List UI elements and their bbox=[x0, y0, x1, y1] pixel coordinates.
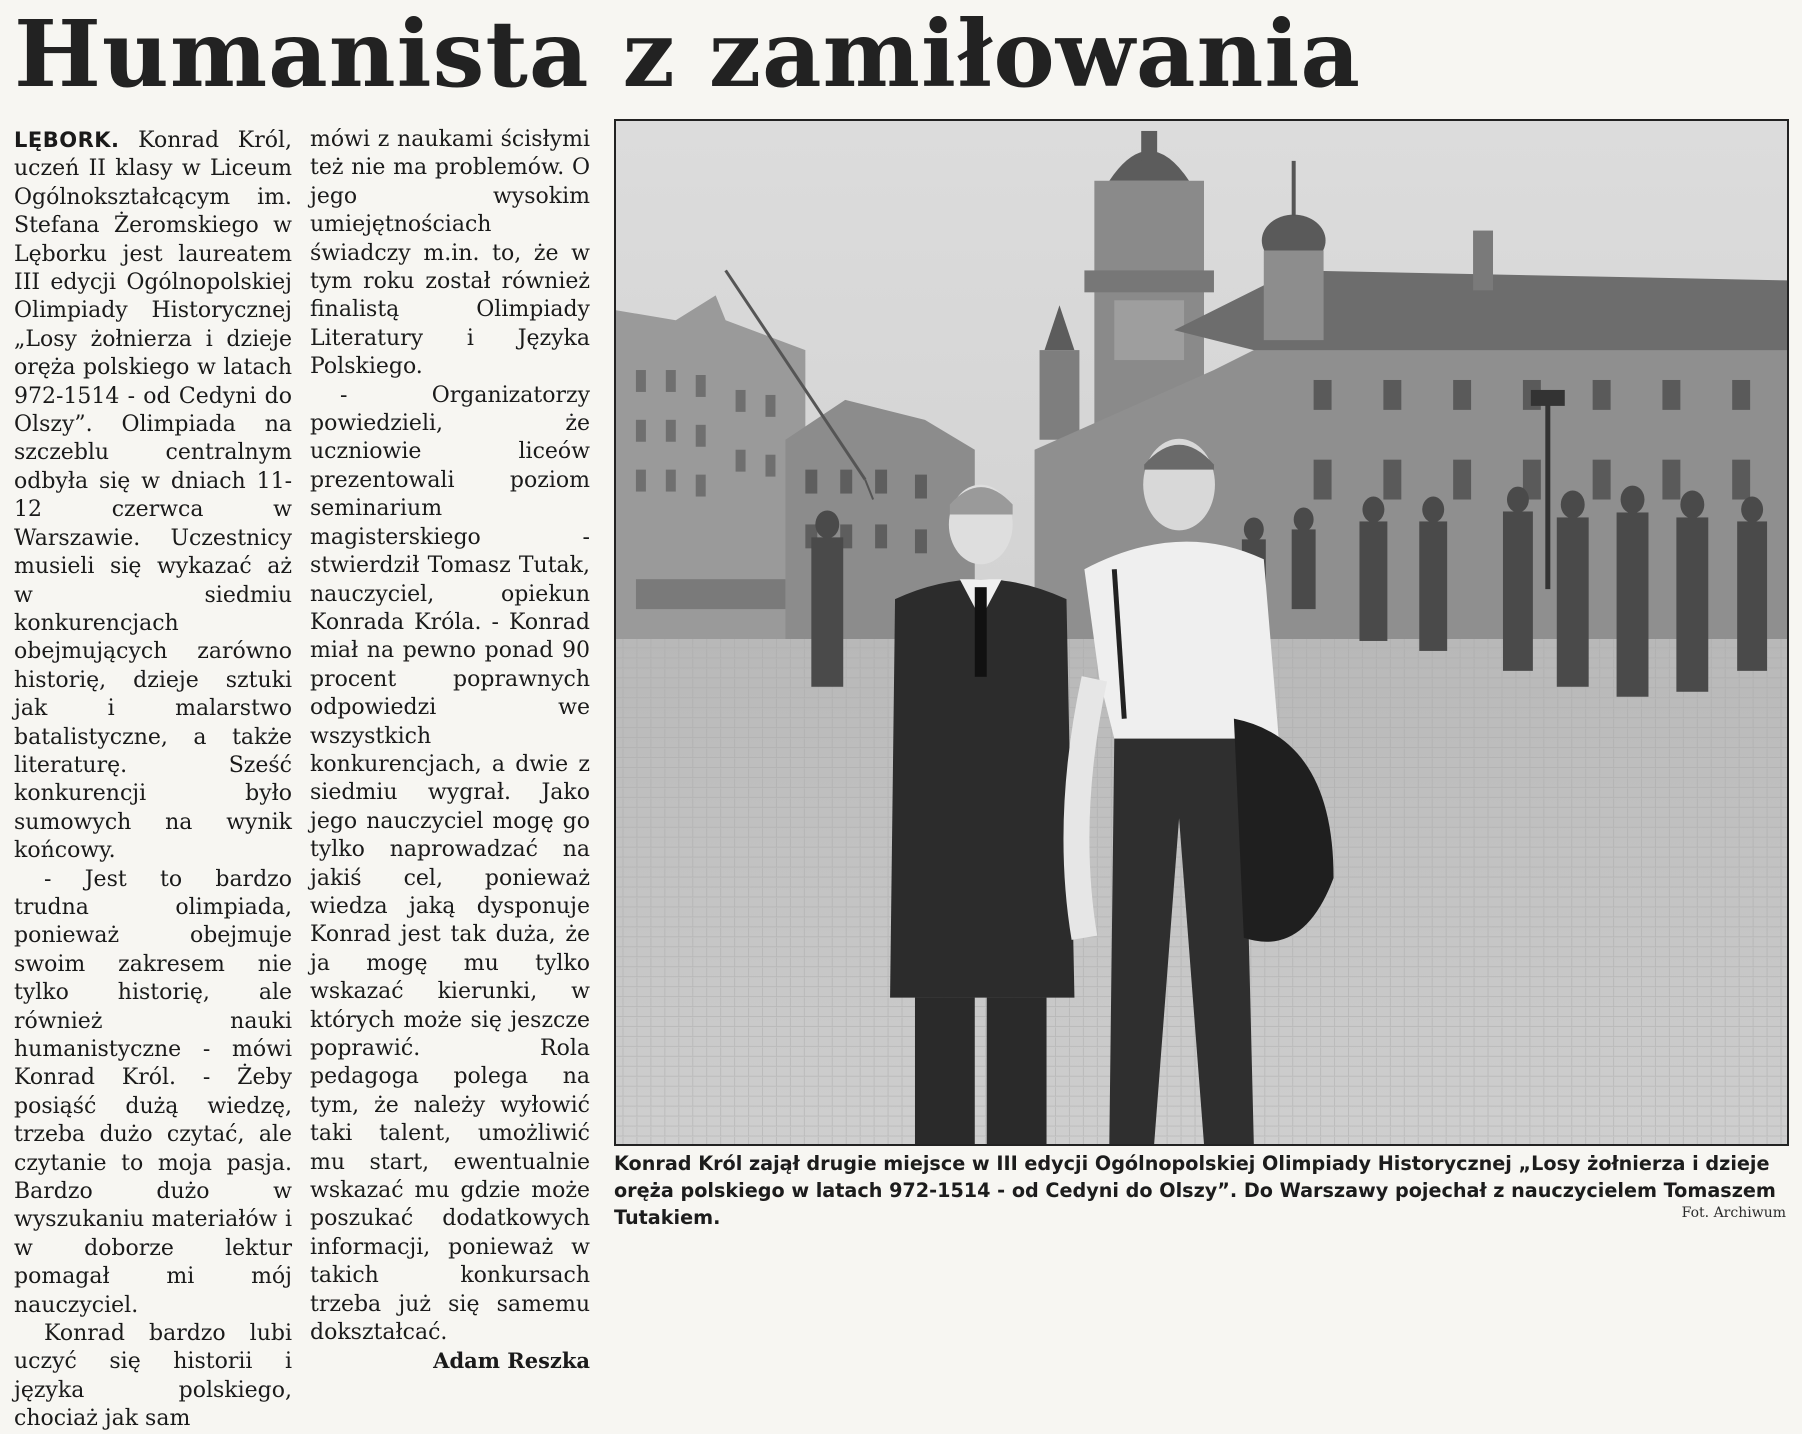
article-column-2 bbox=[310, 126, 590, 1376]
article-paragraph: - Jest to bardzo trudna olimpiada, ponieważ obejmuje swoim zakresem nie tylko historię, ale również nauki humanistyczne - mówi Konrad Król. - Żeby posiąść dużą wiedzę, trzeba dużo czytać, ale czytanie to moja pasja. Bardzo dużo w wyszukaniu materiałów i w doborze lektur pomagał mi mój nauczyciel. bbox=[14, 866, 292, 1318]
photo-caption: Konrad Król zajął drugie miejsce w III edycji Ogólnopolskiej Olimpiady Historycznej „Losy żołnierza i dzieje oręża polskiego w latach 972-1514 - od Cedyni do Olszy”. Do Warszawy pojechał z nauczycielem Tomaszem Tutakiem. bbox=[614, 1152, 1776, 1229]
photo-credit: Fot. Archiwum bbox=[1681, 1205, 1786, 1221]
author-byline: Adam Reszka bbox=[433, 1348, 590, 1374]
article-paragraph: mówi z naukami ścisłymi też nie ma problemów. O jego wysokim umiejętnościach świadczy m.in. to, że w tym roku został również finalistą Olimpiady Literatury i Języka Polskiego. bbox=[310, 127, 590, 380]
photo-illustration bbox=[616, 121, 1787, 1144]
dateline: LĘBORK. bbox=[14, 128, 120, 152]
article-column-1 bbox=[14, 126, 292, 1434]
headline: Humanista z zamiłowania bbox=[14, 0, 1361, 108]
article-paragraph bbox=[14, 126, 292, 866]
article-paragraph: - Organizatorzy powiedzieli, że uczniowie liceów prezentowali poziom seminarium magisterskiego - stwierdził Tomasz Tutak, nauczyciel, opiekun Konrada Króla. - Konrad miał na pewno ponad 90 procent poprawnych odpowiedzi we wszystkich konkurencjach, a dwie z siedmiu wygrał. Jako jego nauczyciel mogę go tylko naprowadzać na jakiś cel, ponieważ wiedza jaką dysponuje Konrad jest tak duża, że ja mogę mu tylko wskazać kierunki, w których może się jeszcze poprawić. Rola pedagoga polega na tym, że należy wyłowić taki talent, umożliwić mu start, ewentualnie wskazać mu gdzie może poszukać dodatkowych informacji, ponieważ w takich konkursach trzeba już się samemu dokształcać. bbox=[310, 382, 590, 1346]
news-photo bbox=[614, 119, 1789, 1146]
article-text: Konrad Król, uczeń II klasy w Liceum Ogólnokształcącym im. Stefana Żeromskiego w Lęborku jest laureatem III edycji Ogólnopolskiej Olimpiady Historycznej „Losy żołnierza i dzieje oręża polskiego w latach 972-1514 - od Cedyni do Olszy”. Olimpiada na szczeblu centralnym odbyła się w dniach 11-12 czerwca w Warszawie. Uczestnicy musieli się wykazać aż w siedmiu konkurencjach obejmujących zarówno historię, dzieje sztuki jak i malarstwo batalistyczne, a także literaturę. Sześć konkurencji było sumowych na wynik końcowy. bbox=[14, 128, 292, 864]
article-paragraph: Konrad bardzo lubi uczyć się historii i języka polskiego, chociaż jak sam bbox=[14, 1321, 292, 1432]
